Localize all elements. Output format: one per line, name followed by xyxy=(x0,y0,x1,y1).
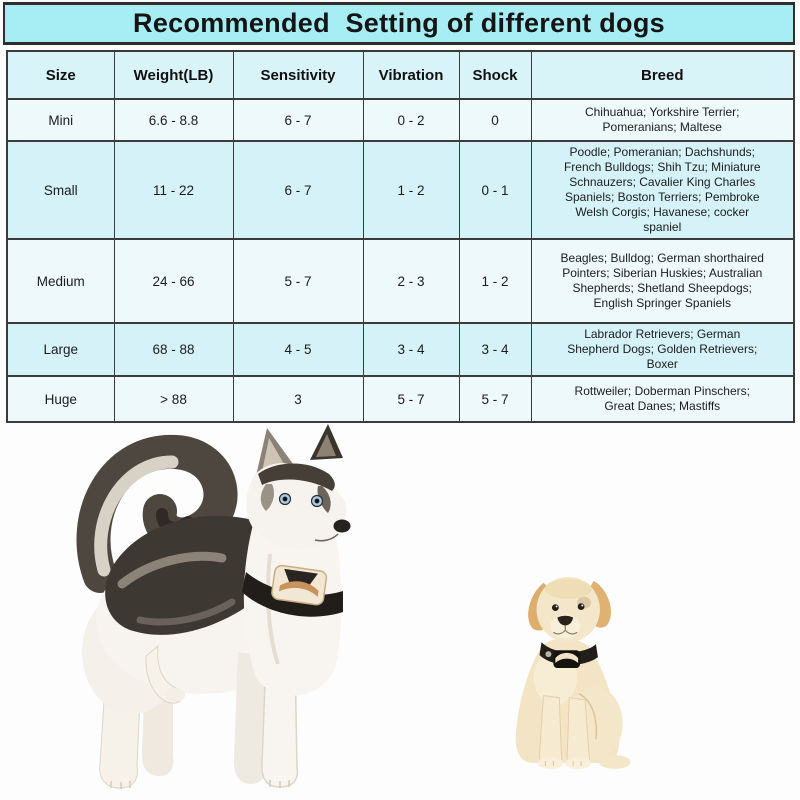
table-row-mini xyxy=(7,99,794,141)
puppy-dog-image xyxy=(492,566,690,772)
cell-size: Small xyxy=(7,141,114,239)
cell-vibration: 0 - 2 xyxy=(363,99,459,141)
cell-vibration: 2 - 3 xyxy=(363,239,459,323)
cell-breed: Chihuahua; Yorkshire Terrier; Pomeranians; Maltese xyxy=(531,99,794,141)
cell-sensitivity: 6 - 7 xyxy=(233,141,363,239)
cell-breed: Labrador Retrievers; German Shepherd Dogs; Golden Retrievers; Boxer xyxy=(531,323,794,376)
cell-sensitivity: 5 - 7 xyxy=(233,239,363,323)
cell-breed: Beagles; Bulldog; German shorthaired Pointers; Siberian Huskies; Australian Shepherds; Shetland Sheepdogs; English Springer Spaniels xyxy=(531,239,794,323)
husky-nose xyxy=(334,520,351,533)
cell-shock: 3 - 4 xyxy=(459,323,531,376)
col-header-shock: Shock xyxy=(459,51,531,99)
cell-weight: 68 - 88 xyxy=(114,323,233,376)
cell-breed: Rottweiler; Doberman Pinschers; Great Danes; Mastiffs xyxy=(531,376,794,422)
cell-vibration: 5 - 7 xyxy=(363,376,459,422)
cell-size: Medium xyxy=(7,239,114,323)
col-header-breed: Breed xyxy=(531,51,794,99)
col-header-vibration: Vibration xyxy=(363,51,459,99)
col-header-weight: Weight(LB) xyxy=(114,51,233,99)
table-header-row xyxy=(7,51,794,99)
col-header-sensitivity: Sensitivity xyxy=(233,51,363,99)
table-row-large xyxy=(7,323,794,376)
cell-shock: 5 - 7 xyxy=(459,376,531,422)
puppy-collar-device xyxy=(553,650,580,668)
husky-collar-device xyxy=(271,565,327,606)
cell-sensitivity: 3 xyxy=(233,376,363,422)
husky-dog-image xyxy=(70,424,408,798)
cell-breed: Poodle; Pomeranian; Dachshunds; French Bulldogs; Shih Tzu; Miniature Schnauzers; Cavalier King Charles Spaniels; Boston Terriers; Pembroke Welsh Corgis; Havanese; cocker spaniel xyxy=(531,141,794,239)
cell-weight: 6.6 - 8.8 xyxy=(114,99,233,141)
table-row-small xyxy=(7,141,794,239)
cell-weight: > 88 xyxy=(114,376,233,422)
cell-size: Huge xyxy=(7,376,114,422)
cell-weight: 24 - 66 xyxy=(114,239,233,323)
cell-sensitivity: 4 - 5 xyxy=(233,323,363,376)
table-row-medium xyxy=(7,239,794,323)
cell-shock: 1 - 2 xyxy=(459,239,531,323)
col-header-size: Size xyxy=(7,51,114,99)
page-title: Recommended Setting of different dogs xyxy=(133,8,665,38)
cell-vibration: 1 - 2 xyxy=(363,141,459,239)
cell-size: Mini xyxy=(7,99,114,141)
settings-table xyxy=(6,50,795,423)
cell-weight: 11 - 22 xyxy=(114,141,233,239)
cell-shock: 0 - 1 xyxy=(459,141,531,239)
title-banner xyxy=(3,2,795,45)
table-row-huge xyxy=(7,376,794,422)
cell-vibration: 3 - 4 xyxy=(363,323,459,376)
cell-shock: 0 xyxy=(459,99,531,141)
cell-size: Large xyxy=(7,323,114,376)
cell-sensitivity: 6 - 7 xyxy=(233,99,363,141)
